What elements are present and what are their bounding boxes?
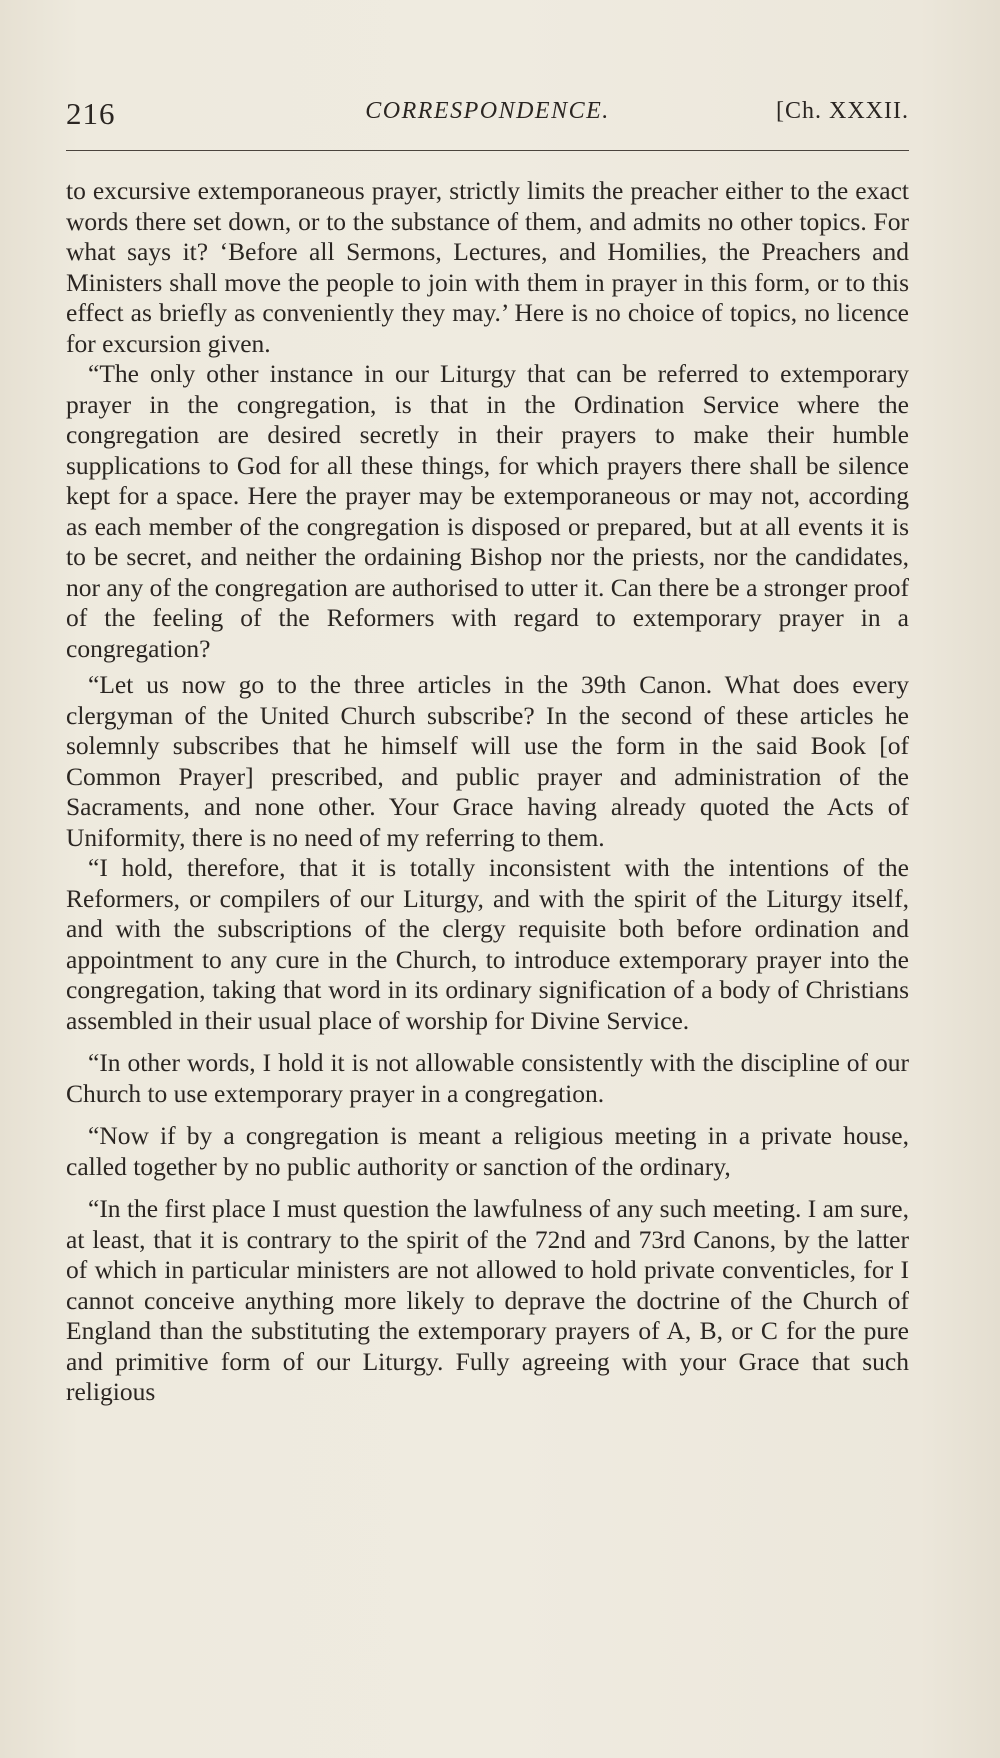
paragraph-2: “The only other instance in our Liturgy that can be referred to extemporary prayer in the congregation, is that in the Ordination Service where the congregation are desired secretly in their prayers to make their humble supplications to God for all these things, for which prayers there shall be silence kept for a space. Here the prayer may be extemporaneous or may not, according as each member of the congregation is disposed or prepared, but at all events it is to be secret, and neither the ordaining Bishop nor the priests, nor the candidates, nor any of the congregation are authorised to utter it. Can there be a stronger proof of the feeling of the Reformers with regard to extemporary prayer in a congregation? [66,359,909,663]
paragraph-3: “Let us now go to the three articles in the 39th Canon. What does every clergyman of the United Church subscribe? In the second of these articles he solemnly subscribes that he himself will use the form in the said Book [of Common Prayer] prescribed, and public prayer and administration of the Sacraments, and none other. Your Grace having already quoted the Acts of Uniformity, there is no need of my referring to them. [66,670,909,852]
running-head [66,96,909,136]
paragraph-7: “In the first place I must question the lawfulness of any such meeting. I am sure, at least, that it is contrary to the spirit of the 72nd and 73rd Canons, by the latter of which in particular ministers are not allowed to hold private conventicles, for I cannot conceive anything more likely to deprave the doctrine of the Church of England than the substituting the extemporary prayers of A, B, or C for the pure and primitive form of our Liturgy. Fully agreeing with your Grace that such religious [66,1194,909,1406]
paragraph-6: “Now if by a congregation is meant a religious meeting in a private house, called together by no public authority or sanction of the ordinary, [66,1121,909,1181]
header-rule [66,150,909,151]
chapter-reference: [Ch. XXXII. [776,98,909,124]
running-title: CORRESPONDENCE. [365,98,610,124]
paragraph-1: to excursive extemporaneous prayer, strictly limits the preacher either to the exact words there set down, or to the substance of them, and admits no other topics. For what says it? ‘Before all Sermons, Lectures, and Homilies, the Preachers and Ministers shall move the people to join with them in prayer in this form, or to this effect as briefly as conveniently they may.’ Here is no choice of topics, no licence for excursion given. [66,176,909,358]
paragraph-5: “In other words, I hold it is not allowable consistently with the discipline of our Church to use extemporary prayer in a congregation. [66,1048,909,1108]
body-text [66,176,909,1408]
page-number: 216 [66,96,116,131]
paragraph-4: “I hold, therefore, that it is totally inconsistent with the intentions of the Reformers, or compilers of our Liturgy, and with the spirit of the Liturgy itself, and with the subscriptions of the clergy requisite both before ordination and appointment to any cure in the Church, to introduce extemporary prayer into the congregation, taking that word in its ordinary signification of a body of Christians assembled in their usual place of worship for Divine Service. [66,853,909,1035]
